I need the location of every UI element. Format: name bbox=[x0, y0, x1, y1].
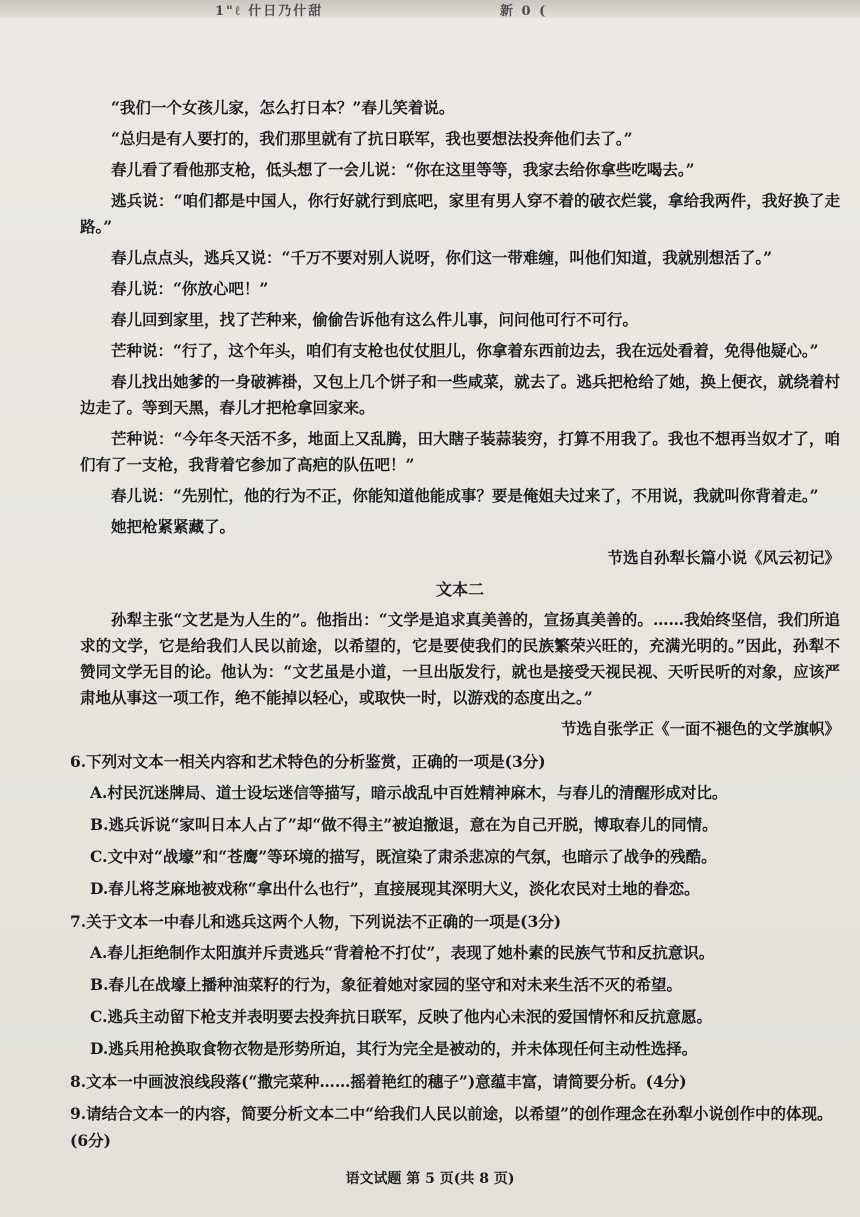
header-fragment-left: 1"ℓ 什日乃什甜 bbox=[215, 4, 324, 19]
page-footer: 语文试题 第 5 页(共 8 页) bbox=[345, 1171, 515, 1187]
text1-paragraph: 春儿找出她爹的一身破裤褂，又包上几个饼子和一些咸菜，就去了。逃兵把枪给了她，换上便衣，就绕着村边走了。等到天黑，春儿才把枪拿回家来。 bbox=[80, 372, 840, 417]
text1-paragraph: 她把枪紧紧藏了。 bbox=[111, 517, 236, 536]
question-8-stem: 8.文本一中画波浪线段落(“撒完菜种……摇着艳红的穗子”)意蕴丰富，请简要分析。(4分) bbox=[70, 1072, 687, 1091]
text1-paragraph: 春儿回到家里，找了芒种来，偷偷告诉他有这么件儿事，问问他可行不可行。 bbox=[111, 310, 639, 329]
text2-paragraph: 孙犁主张“文艺是为人生的”。他指出：“文学是追求真美善的，宣扬真美善的。……我始终坚信，我们所追求的文学，它是给我们人民以前途，以希望的，它是要使我们的民族繁荣兴旺的，充满光明的。”因此，孙犁不赞同文学无目的论。他认为：“文艺虽是小道，一旦出版发行，就也是接受天视民视、天听民听的对象，应该严肃地从事这一项工作，绝不能掉以轻心，或取快一时，以游戏的态度出之。” bbox=[80, 610, 840, 707]
question-6-stem: 6.下列对文本一相关内容和艺术特色的分析鉴赏，正确的一项是(3分) bbox=[70, 752, 546, 771]
text1-paragraph: “总归是有人要打的，我们那里就有了抗日联军，我也要想法投奔他们去了。” bbox=[111, 129, 633, 148]
text2-section bbox=[80, 577, 840, 742]
text1-section bbox=[80, 95, 840, 571]
question-6-option-b: B.逃兵诉说“家叫日本人占了”却“做不得主”被迫撤退，意在为自己开脱，博取春儿的同情。 bbox=[90, 815, 718, 834]
question-7-stem: 7.关于文本一中春儿和逃兵这两个人物，下列说法不正确的一项是(3分) bbox=[70, 912, 562, 931]
question-7-option-a: A.春儿拒绝制作太阳旗并斥责逃兵“背着枪不打仗”，表现了她朴素的民族气节和反抗意识。 bbox=[90, 943, 715, 962]
text1-paragraph: 春儿说：“你放心吧！” bbox=[111, 279, 269, 298]
text2-heading: 文本二 bbox=[435, 580, 484, 599]
text1-paragraph: “我们一个女孩儿家，怎么打日本？”春儿笑着说。 bbox=[111, 98, 455, 117]
question-6-option-a: A.村民沉迷牌局、道士设坛迷信等描写，暗示战乱中百姓精神麻木，与春儿的清醒形成对比。 bbox=[90, 783, 728, 802]
header-fragment-right: 新 0 ( bbox=[500, 4, 548, 19]
question-9-stem: 9.请结合文本一的内容，简要分析文本二中“给我们人民以前途，以希望”的创作理念在孙犁小说创作中的体现。(6分) bbox=[70, 1104, 833, 1150]
text1-paragraph: 春儿看了看他那支枪，低头想了一会儿说：“你在这里等等，我家去给你拿些吃喝去。” bbox=[111, 160, 695, 179]
question-7-option-d: D.逃兵用枪换取食物衣物是形势所迫，其行为完全是被动的，并未体现任何主动性选择。 bbox=[90, 1039, 698, 1058]
text1-paragraph: 春儿说：“先别忙，他的行为不正，你能知道他能成事？要是俺姐夫过来了，不用说，我就叫你背着走。” bbox=[111, 486, 819, 505]
top-edge-fragment bbox=[0, 0, 860, 18]
questions-section bbox=[70, 748, 840, 1154]
question-7-option-c: C.逃兵主动留下枪支并表明要去投奔抗日联军，反映了他内心未泯的爱国情怀和反抗意愿。 bbox=[90, 1007, 712, 1026]
question-6-option-c: C.文中对“战壕”和“苍鹰”等环境的描写，既渲染了肃杀悲凉的气氛，也暗示了战争的残酷。 bbox=[90, 847, 717, 866]
text1-source: 节选自孙犁长篇小说《风云初记》 bbox=[607, 548, 840, 567]
text1-paragraph: 芒种说：“行了，这个年头，咱们有支枪也仗仗胆儿，你拿着东西前边去，我在远处看着，免得他疑心。” bbox=[111, 341, 819, 360]
question-7-option-b: B.春儿在战壕上播种油菜籽的行为，象征着她对家园的坚守和对未来生活不灭的希望。 bbox=[90, 975, 682, 994]
page-content bbox=[70, 95, 840, 1159]
text1-paragraph: 春儿点点头，逃兵又说：“千万不要对别人说呀，你们这一带难缠，叫他们知道，我就别想活了。” bbox=[111, 248, 773, 267]
question-6-option-d: D.春儿将芝麻地被戏称“拿出什么也行”，直接展现其深明大义，淡化农民对土地的眷恋。 bbox=[90, 879, 700, 898]
text2-source: 节选自张学正《一面不褪色的文学旗帜》 bbox=[560, 719, 840, 738]
text1-paragraph: 芒种说：“今年冬天活不多，地面上又乱腾，田大瞎子装蒜装穷，打算不用我了。我也不想再当奴才了，咱们有了一支枪，我背着它参加了高疤的队伍吧！” bbox=[80, 429, 840, 474]
text1-paragraph: 逃兵说：“咱们都是中国人，你行好就行到底吧，家里有男人穿不着的破衣烂裳，拿给我两件，我好换了走路。” bbox=[80, 191, 840, 236]
